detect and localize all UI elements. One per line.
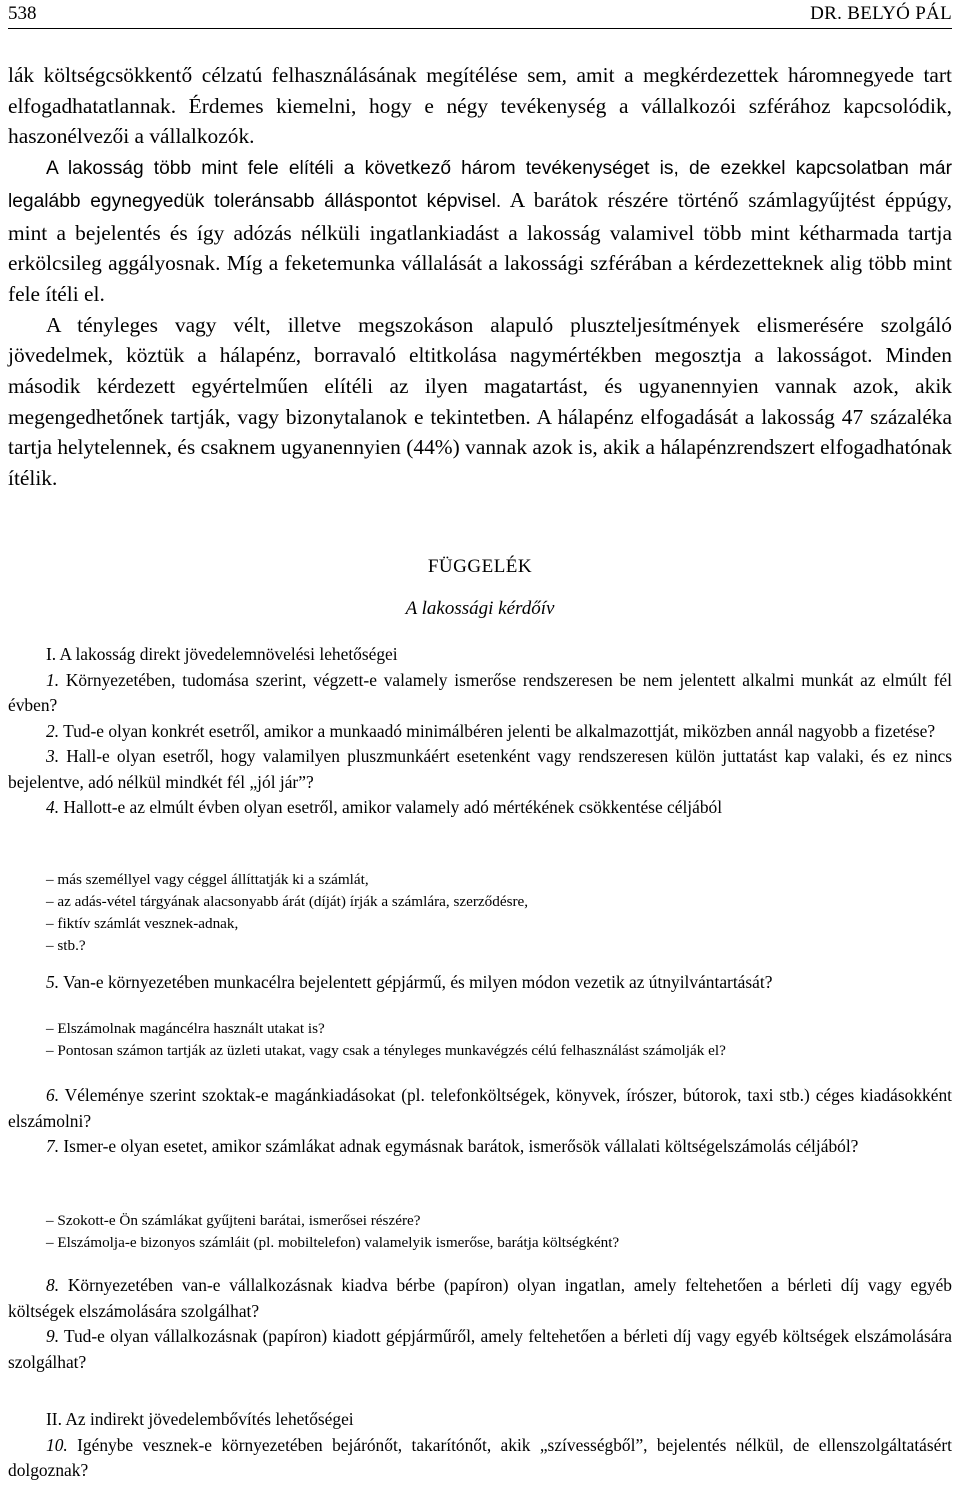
- section-2-heading: II. Az indirekt jövedelembővítés lehetőségei: [46, 1409, 354, 1429]
- appendix-title: FÜGGELÉK: [427, 556, 533, 577]
- list-item: – stb.?: [46, 937, 86, 954]
- paragraph-2: [8, 152, 952, 310]
- question-2: 2. Tud-e olyan konkrét esetről, amikor a munkaadó minimálbéren jelenti be alkalmazottját, miközben annál nagyobb a fizetése?: [46, 720, 936, 741]
- question-7-options: [46, 1210, 946, 1254]
- paragraph-3: A tényleges vagy vélt, illetve megszokáson alapuló pluszteljesítmények elismerésére szolgáló jövedelmek, köztük a hálapénz, borravaló eltitkolása nagymértékben megosztja a lakosságot. Minden második kérdezett egyértelműen elítéli az ilyen magatartást, és ugyanennyien vannak azok, akik megengedhetőnek tartják, vagy bizonytalanok e tekintetben. A hálapénz elfogadását a lakosság 47 százaléka tartja helytelennek, és csaknem ugyanennyien (44%) vannak azok is, akik a hálapénzrendszert elfogadhatónak ítélik.: [8, 312, 952, 491]
- list-item: – Elszámolnak magáncélra használt utakat is?: [46, 1020, 325, 1037]
- section-1-heading: I. A lakosság direkt jövedelemnövelési lehetőségei: [46, 644, 398, 664]
- running-author: DR. BELYÓ PÁL: [810, 3, 952, 24]
- list-item: – Pontosan számon tartják az üzleti utakat, vagy csak a tényleges munkavégzés célú felhasználást számolják el?: [46, 1042, 726, 1059]
- list-item: – az adás-vétel tárgyának alacsonyabb árát (díját) írják a számlára, szerződésre,: [46, 893, 529, 910]
- list-item: – Szokott-e Ön számlákat gyűjteni barátai, ismerősei részére?: [46, 1212, 421, 1229]
- question-6: 6. Véleménye szerint szoktak-e magánkiadásokat (pl. telefonköltségek, könyvek, írószer, bútorok, taxi stb.) céges kiadásokként elszámolni?: [8, 1085, 952, 1131]
- questions-block-4: [8, 1273, 952, 1375]
- questions-block-1: [8, 642, 952, 821]
- question-5: 5. Van-e környezetében munkacélra bejelentett gépjármű, és milyen módon vezetik az útnyilvántartását?: [46, 972, 773, 992]
- question-1: 1. Környezetében, tudomása szerint, végzett-e valamely ismerőse rendszeresen be nem jelentett alkalmi munkát az elmúlt fél évben?: [8, 669, 952, 715]
- questions-block-3: [8, 1083, 952, 1160]
- paragraph-1: lák költségcsökkentő célzatú felhasználásának megítélése sem, amit a megkérdezettek háromnegyede tart elfogadhatatlannak. Érdemes kiemelni, hogy e négy tevékenység a vállalkozói szférához kapcsolódik, haszonélvezői a vállalkozók.: [8, 63, 952, 149]
- question-5-options: [46, 1018, 946, 1062]
- appendix-subtitle: A lakossági kérdőív: [405, 598, 555, 619]
- body-text: [8, 60, 952, 494]
- questions-block-5: [8, 1407, 952, 1484]
- list-item: – fiktív számlát vesznek-adnak,: [46, 915, 239, 932]
- question-4-options: [46, 869, 946, 957]
- list-item: – más személlyel vagy céggel állíttatják ki a számlát,: [46, 871, 369, 888]
- paragraph-2-rest: A barátok részére történő számlagyűjtést éppúgy, mint a bejelentés és így adózás nélküli ingatlankiadást a lakosság valamivel több mint kétharmada tartja erkölcsileg aggályosnak. Míg a feketemunka vállalását a lakossági szférában a kérdezetteknek alig több mint fele ítéli el.: [8, 187, 952, 306]
- paragraph-2-sans: A lakosság több mint fele elítéli a következő három tevékenységet is, de ezekkel kapcsolatban már legalább egynegyedük toleránsabb álláspontot képvisel.: [8, 158, 952, 212]
- question-8: 8. Környezetében van-e vállalkozásnak kiadva bérbe (papíron) olyan ingatlan, amely feltehetően a bérleti díj vagy egyéb költségek elszámolására szolgálhat?: [8, 1275, 952, 1321]
- page-number: 538: [8, 3, 37, 24]
- question-3: 3. Hall-e olyan esetről, hogy valamilyen pluszmunkáért esetenként vagy rendszeresen külön juttatást kap valaki, és ez nincs bejelentve, adó nélkül mindkét fél „jól jár”?: [8, 746, 952, 792]
- question-7: 7. Ismer-e olyan esetet, amikor számlákat adnak egymásnak barátok, ismerősök vállalati költségelszámolás céljából?: [46, 1136, 859, 1156]
- question-9: 9. Tud-e olyan vállalkozásnak (papíron) kiadott gépjárműről, amely feltehetően a bérleti díj vagy egyéb költségek elszámolására szolgálhat?: [8, 1326, 952, 1372]
- running-header: [8, 2, 952, 29]
- question-4: 4. Hallott-e az elmúlt évben olyan esetről, amikor valamely adó mértékének csökkentése céljából: [46, 797, 723, 817]
- question-10: 10. Igénybe vesznek-e környezetében bejárónőt, takarítónőt, akik „szívességből”, bejelentés nélkül, de ellenszolgáltatásért dolgoznak?: [8, 1434, 952, 1480]
- questions-block-2: [8, 970, 952, 996]
- list-item: – Elszámolja-e bizonyos számláit (pl. mobiltelefon) valamelyik ismerőse, barátja költségként?: [46, 1234, 620, 1251]
